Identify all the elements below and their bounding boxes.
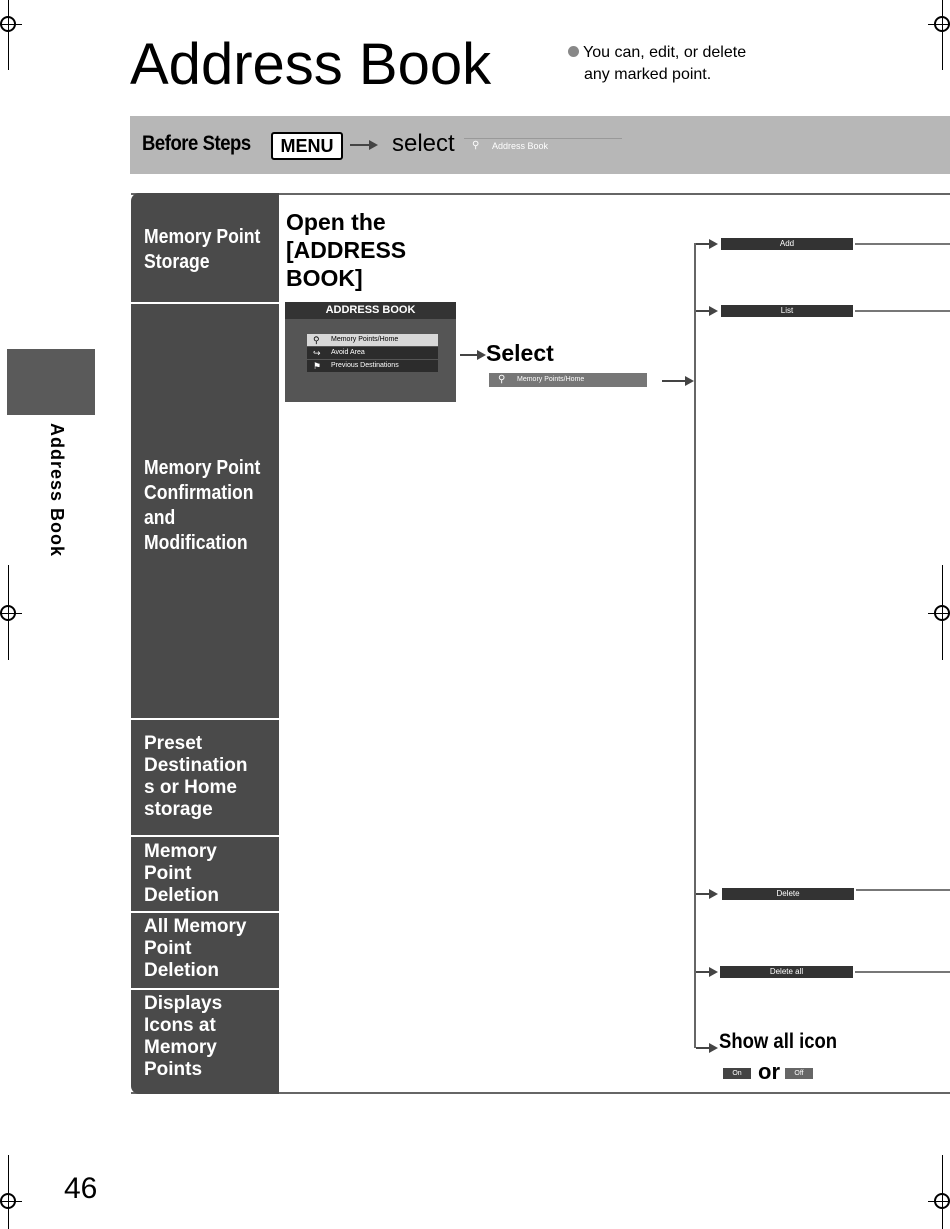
connector-line (855, 971, 950, 973)
address-book-screen (285, 302, 456, 402)
add-button[interactable]: Add (721, 238, 853, 250)
off-button[interactable]: Off (785, 1068, 813, 1079)
bullet-icon (568, 46, 579, 57)
branch-arrow-add (696, 243, 716, 245)
before-steps-bar (130, 116, 950, 174)
crop-line (942, 0, 943, 70)
before-steps-label: Before Steps (142, 132, 251, 155)
branch-arrow-delete (696, 893, 716, 895)
page-number: 46 (64, 1172, 98, 1205)
show-all-icon-label: Show all icon (719, 1030, 838, 1053)
note-line-1: You can, edit, or delete (583, 44, 747, 61)
note-line-2: any marked point. (584, 66, 712, 83)
panel-item-avoid-area[interactable]: ↪ Avoid Area (307, 347, 438, 359)
list-button[interactable]: List (721, 305, 853, 317)
memory-points-home-button: ⚲ Memory Points/Home (489, 373, 647, 387)
panel-item-previous-destinations[interactable]: ⚑ Previous Destinations (307, 360, 438, 372)
branch-arrow-delete-all (696, 971, 716, 973)
branch-arrow-show-all (696, 1047, 716, 1049)
category-memory-point-deletion: Memory Point Deletion (131, 837, 279, 913)
category-memory-point-confirmation: Memory Point Confirmation and Modification (131, 304, 279, 720)
category-displays-icons: Displays Icons at Memory Points (144, 993, 223, 1080)
delete-all-button[interactable]: Delete all (720, 966, 853, 978)
category-memory-point-storage: Memory Point Storage (131, 193, 279, 304)
connector-line (856, 889, 950, 891)
step-open-address-book: Open the [ADDRESS BOOK] (286, 209, 407, 291)
category-preset-destinations: Preset Destination s or Home storage (131, 720, 279, 837)
or-word: or (758, 1059, 780, 1084)
connector-line (855, 310, 950, 312)
avoid-area-icon: ↪ (313, 348, 321, 358)
panel-item-memory-points[interactable]: ⚲ Memory Points/Home (307, 334, 438, 346)
previous-destinations-icon: ⚑ (313, 361, 322, 371)
address-book-screen-title: ADDRESS BOOK (285, 302, 456, 319)
category-all-memory-point-deletion: All Memory Point Deletion (131, 913, 279, 990)
select-word: select (392, 130, 455, 157)
arrow-icon (460, 354, 484, 356)
address-book-menu-button: ⚲ Address Book (464, 138, 622, 139)
pin-icon: ⚲ (313, 335, 320, 345)
arrow-icon (350, 144, 376, 146)
category-column (131, 193, 279, 1094)
arrow-icon (662, 380, 692, 382)
page-title: Address Book (130, 32, 492, 97)
pin-icon: ⚲ (472, 140, 480, 151)
side-section-label: Address Book (47, 423, 67, 558)
crop-line (942, 1155, 943, 1229)
crop-line (8, 0, 9, 70)
connector-line (855, 243, 950, 245)
on-button[interactable]: On (723, 1068, 751, 1079)
branch-line (694, 243, 696, 1048)
side-tab (7, 349, 95, 415)
header-note (568, 42, 746, 86)
crop-line (8, 1155, 9, 1229)
crop-line (8, 565, 9, 660)
branch-arrow-list (696, 310, 716, 312)
menu-key: MENU (271, 132, 343, 160)
pin-icon: ⚲ (498, 374, 506, 385)
delete-button[interactable]: Delete (722, 888, 854, 900)
step-select-label: Select (486, 340, 554, 366)
